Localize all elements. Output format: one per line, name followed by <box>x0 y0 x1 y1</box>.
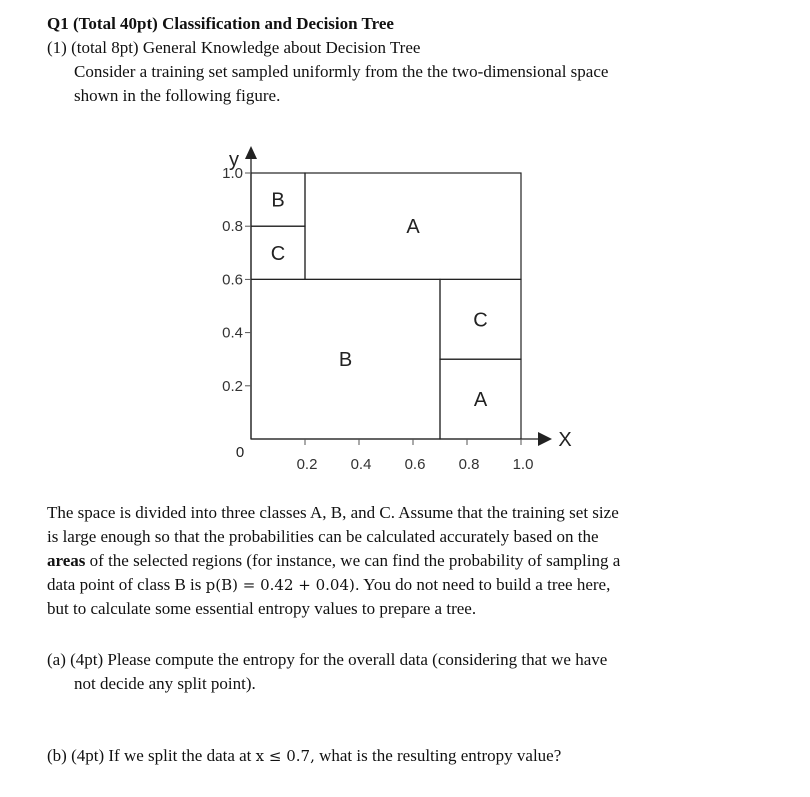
paragraph-text <box>47 575 610 595</box>
x-tick-label: 1.0 <box>512 456 534 473</box>
formula: p(B) = 0.42 + 0.04). <box>205 576 360 594</box>
x-tick-label: 0.2 <box>296 456 318 473</box>
part1-heading: (1) (total 8pt) General Knowledge about Decision Tree <box>47 38 421 57</box>
areas-bold: areas <box>47 551 86 570</box>
region-label: A <box>473 389 488 412</box>
question-title: Q1 (Total 40pt) Classification and Decision Tree <box>47 14 394 33</box>
region-label: A <box>406 216 420 239</box>
x-tick-label: 0.6 <box>404 456 426 473</box>
y-tick-label: 0.2 <box>222 377 243 395</box>
paragraph-text: is large enough so that the probabilities can be calculated accurately based on the <box>47 527 599 546</box>
question-b <box>47 746 561 766</box>
paragraph-text: but to calculate some essential entropy values to prepare a tree. <box>47 599 477 618</box>
question-a: not decide any split point). <box>74 674 256 693</box>
formula: x ≤ 0.7, <box>255 747 315 765</box>
y-tick-label: 0.6 <box>222 271 243 289</box>
y-axis-arrow-icon <box>245 146 257 159</box>
y-tick-label: 0.8 <box>222 218 243 236</box>
paragraph-text: data point of class B is <box>47 575 206 594</box>
y-tick-label: 0.4 <box>222 324 243 342</box>
question-b-text: (b) (4pt) If we split the data at <box>47 746 256 765</box>
paragraph-text <box>47 551 620 571</box>
y-axis-label: y <box>229 149 239 171</box>
intro-text: shown in the following figure. <box>74 86 281 105</box>
paragraph-text: of the selected regions (for instance, we can find the probability of sampling a <box>85 551 621 570</box>
region-label: B <box>338 349 353 372</box>
intro-text: Consider a training set sampled uniformly from the the two-dimensional space <box>74 62 609 81</box>
x-tick-label: 0.4 <box>350 456 372 473</box>
question-b-text: what is the resulting entropy value? <box>314 746 562 765</box>
origin-label: 0 <box>235 444 245 461</box>
region-label: B <box>271 189 285 212</box>
x-axis-label: X <box>558 429 572 451</box>
x-tick-label: 0.8 <box>458 456 480 473</box>
paragraph-text: The space is divided into three classes A, B, and C. Assume that the training set size <box>47 503 619 522</box>
x-axis-arrow-icon <box>538 432 552 446</box>
question-a: (a) (4pt) Please compute the entropy for the overall data (considering that we have <box>47 650 608 669</box>
region-label: C <box>270 242 286 265</box>
y-tick-label: 1.0 <box>222 165 243 182</box>
region-label: C <box>473 309 488 332</box>
paragraph-text: You do not need to build a tree here, <box>359 575 611 594</box>
